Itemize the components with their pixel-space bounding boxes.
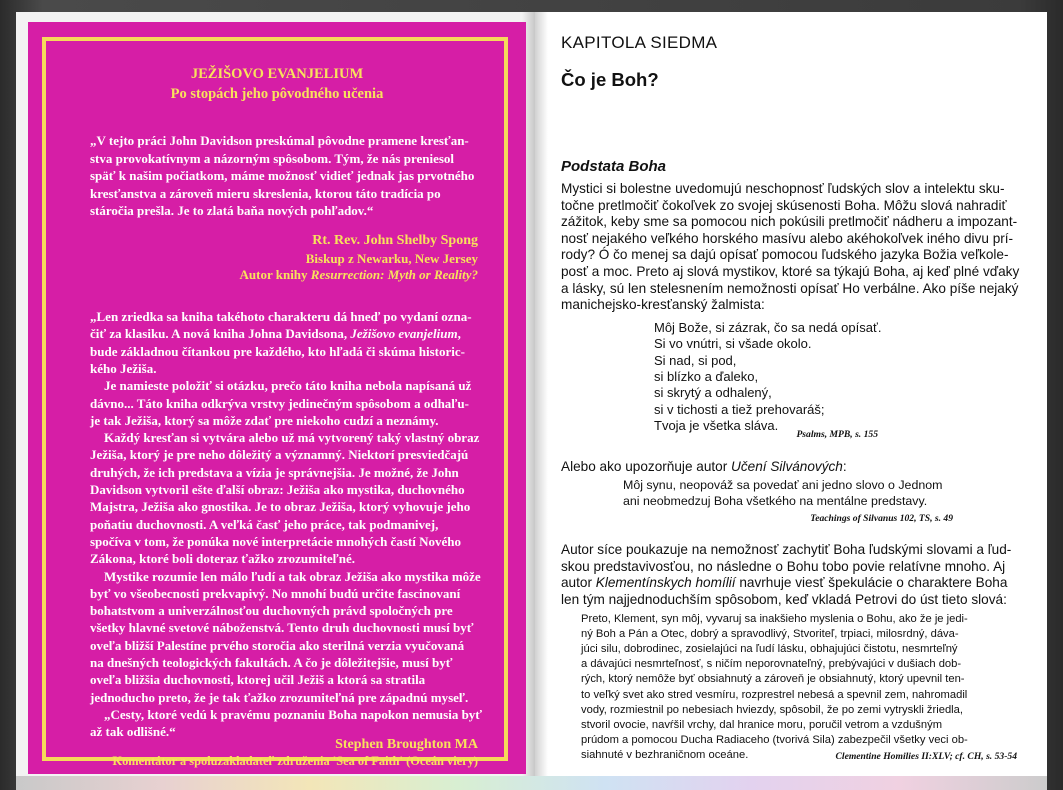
para3-line: Autor síce poukazuje na nemožnosť zachytiť Boha ľudskými slovami a ľud-: [561, 542, 1012, 557]
author1-title: Biskup z Newarku, New Jersey: [305, 251, 478, 266]
back-cover-panel: [28, 22, 526, 774]
para1-line: a lásky, sú len stelesnením nemožnosti opísať Ho verbálne. Ako píše nejaký: [561, 280, 1019, 296]
clementine-quote-line: a dávajúci nesmrteľnosť, s ničím neporovnateľný, prebývajúci v dušiach dob-: [581, 658, 962, 671]
para1-line: manichejsko-kresťanský žalmista:: [561, 297, 765, 313]
quote2-line: kého Ježiša.: [90, 360, 157, 376]
clementine-quote-line: stvoril ovocie, navŕšil vrchy, dal hranice moru, poručil vetrom a vzdušným: [581, 718, 943, 731]
author1-book: Autor knihy Resurrection: Myth or Reality?: [239, 267, 478, 282]
quote2-line: poňatiu duchovnosti. A veľká časť jeho práce, tak podmanivej,: [90, 516, 439, 532]
quote1-line: stáročia prešla. Je to zlatá baňa nových pohľadov.“: [90, 203, 374, 218]
quote2-line: Mystike rozumie len málo ľudí a tak obraz Ježiša ako mystika môže: [104, 568, 481, 584]
poem-line: Si vo vnútri, si všade okolo.: [654, 336, 812, 352]
clementine-quote-line: Preto, Klement, syn môj, vyvaruj sa inakšieho myslenia o Bohu, ako že je jedi-: [581, 613, 968, 625]
quote2-line: „Cesty, ktoré vedú k pravému poznaniu Boha napokon nemusia byť: [104, 706, 483, 722]
quote2-line: bohatstvom a univerzálnosťou duchovných právd spoločných pre: [90, 603, 453, 619]
quote2-line: až tak odlišné.“: [90, 724, 176, 740]
quote1-line: stva provokatívnym a názorným spôsobom. Tým, že nás preniesol: [90, 150, 455, 166]
quote2-line: čiť za klasiku. A nová kniha Johna Davidsona, Ježišovo evanjelium,: [90, 326, 461, 342]
para3-line: autor Klementínskych homílií navrhuje viesť špekulácie o charaktere Boha: [561, 575, 1008, 591]
clementine-quote-line: ný Boh a Pán a Otec, dobrý a spravodlivý, Stvoriteľ, trpiaci, milosrdný, dáva-: [581, 628, 959, 641]
citation-psalms: Psalms, MPB, s. 155: [796, 429, 878, 440]
para1-line: rody? Ó čo menej sa dajú opísať pomocou ľudského jazyka Božia veľkole-: [561, 247, 1009, 263]
quote2-line: Ježiša, ktorý je pre neho dôležitý a významný. Niektorí presviedčajú: [90, 447, 469, 463]
poem-line: si skrytý a odhalený,: [654, 385, 772, 401]
quote2-line: Majstra, Ježiša ako gnostika. Je to obraz Ježiša, ktorý vyhovuje jeho: [90, 499, 471, 515]
quote2-line: bude základnou čítankou pre každého, kto hľadá či skúma historic-: [90, 343, 465, 359]
poem-line: si blízko a ďaleko,: [654, 368, 759, 384]
quote2-line: „Len zriedka sa kniha takéhoto charakteru dá hneď po vydaní ozna-: [90, 309, 472, 324]
quote2-line: všetky hlavné svetové náboženstvá. Tento druh duchovnosti musí byť: [90, 620, 474, 636]
quote2-line: byť vo všeobecnosti prekvapivý. No mnohí budú určite fascinovaní: [90, 585, 461, 601]
clementine-quote-line: prúdom a pomocou Ducha Radiaceho (tvorivá Sila) zabezpečil všetky veci ob-: [581, 733, 968, 746]
clementine-quote-line: to veľký svet ako stred vesmíru, rozprestrel nebesá a spevnil zem, nahromadil: [581, 688, 968, 701]
quote2-line: jednoducho preto, že je tak ťažko zrozumiteľná pre západnú myseľ.: [90, 689, 469, 705]
quote2-line: Zákona, ktoré boli doteraz ťažko zrozumiteľné.: [90, 551, 356, 567]
quote2-line: Každý kresťan si vytvára alebo už má vytvorený taký vlastný obraz: [104, 430, 480, 446]
citation-silvanus: Teachings of Silvanus 102, TS, s. 49: [810, 513, 953, 524]
poem-line: Si nad, si pod,: [654, 352, 737, 368]
silvanus-quote-line: Môj synu, neopováž sa povedať ani jedno slovo o Jednom: [623, 478, 943, 492]
quote2-line: dávno... Táto kniha odkrýva vrstvy jedinečným spôsobom a odhaľu-: [90, 395, 469, 411]
silvanus-quote-line: ani neobmedzuj Boha všetkého na mentálne predstavy.: [623, 494, 928, 509]
quote2-line: spočíva v tom, že ponúka nové interpretácie mnohých častí Nového: [90, 533, 461, 549]
citation-clementine: Clementine Homilies II:XLV; cf. CH, s. 53-54: [835, 751, 1017, 762]
author2-title: Komentátor a spoluzakladateľ združenia 'Sea of Faith' (Oceán viery): [112, 754, 478, 768]
quote1-line: „V tejto práci John Davidson preskúmal pôvodne pramene kresťan-: [90, 133, 469, 148]
clementine-quote-line: rých, ktorý nemôže byť obsiahnutý a zároveň je obsiahnutý, ktorý upevnil ten-: [581, 673, 965, 686]
para1-line: točne pretlmočiť čokoľvek zo svojej skúsenosti Boha. Môžu slová nahradiť: [561, 197, 1007, 213]
para1-line: nosť nejakého veľkého horského masívu alebo akéhokoľvek iného divu prí-: [561, 230, 1014, 246]
quote2-line: Davidson vytvoril ešte ďalší obraz: Ježiša ako mystika, duchovného: [90, 482, 465, 497]
clementine-quote-line: vody, rozmiestnil po nebesiach hviezdy, spôsobil, že po zemi vytryskli žriedla,: [581, 703, 963, 716]
poem-line: si v tichosti a tiež prehovaráš;: [654, 401, 825, 417]
section-heading: Podstata Boha: [561, 158, 667, 175]
cover-title: JEŽIŠOVO EVANJELIUM: [190, 66, 364, 82]
para2: Alebo ako upozorňuje autor Učení Silvánových:: [561, 459, 847, 474]
cover-subtitle: Po stopách jeho pôvodného učenia: [170, 86, 384, 102]
chapter-heading: Čo je Boh?: [561, 69, 659, 90]
quote2-line: oveľa bližšia duchovnosti, ktorej učil Ježiš a ktorá sa stratila: [90, 672, 426, 688]
para1-line: posť a moc. Preto aj slová mystikov, ktoré sa týkajú Boha, aj keď plné vďaky: [561, 264, 1020, 279]
poem-line: Tvoja je všetka sláva.: [654, 417, 779, 433]
quote2-line: oveľa bližší Palestíne prvého storočia ako sterilná verzia vyučovaná: [90, 637, 465, 653]
para3-line: len tým najjednoduchším spôsobom, keď vkladá Petrovi do úst tieto slová:: [561, 591, 1007, 607]
chapter-label: KAPITOLA SIEDMA: [561, 33, 718, 52]
para1-line: Mystici si bolestne uvedomujú neschopnosť ľudských slov a intelektu sku-: [561, 181, 1005, 196]
quote1-line: späť k našim počiatkom, máme možnosť vidieť jednak jas prvotného: [90, 168, 475, 183]
clementine-quote-line: siahnuté v bezhraničnom oceáne.: [581, 748, 749, 761]
page-edge-strip: [16, 776, 1047, 790]
clementine-quote-line: júci silu, dobrodinec, zosielajúci na ľudí lásku, obhajujúci čistotu, nesmrteľný: [581, 643, 958, 656]
quote2-line: Je namieste položiť si otázku, prečo táto kniha nebola napísaná už: [104, 378, 472, 394]
quote2-line: na dnešných teologických fakultách. A čo je dôležitejšie, musí byť: [90, 655, 453, 670]
quote2-line: druhých, že ich predstava a vízia je správnejšia. Je možné, že John: [90, 464, 459, 480]
poem-line: Môj Bože, si zázrak, čo sa nedá opísať.: [654, 320, 882, 335]
quote2-line: je tak Ježiša, ktorý sa môže zdať pre niekoho cudzí a neznámy.: [90, 412, 439, 428]
para3-line: skou predstavivosťou, no následne o Bohu tobo povie relatívne mnoho. Aj: [561, 558, 1006, 574]
author2-name: Stephen Broughton MA: [335, 737, 478, 752]
quote1-line: kresťanstva a zároveň mieru skreslenia, ktorou táto tradícia po: [90, 185, 441, 201]
author1-name: Rt. Rev. John Shelby Spong: [312, 233, 478, 248]
para1-line: zážitok, keby sme sa pomocou nich pokúsili pretlmočiť nádheru a impozant-: [561, 214, 1018, 230]
